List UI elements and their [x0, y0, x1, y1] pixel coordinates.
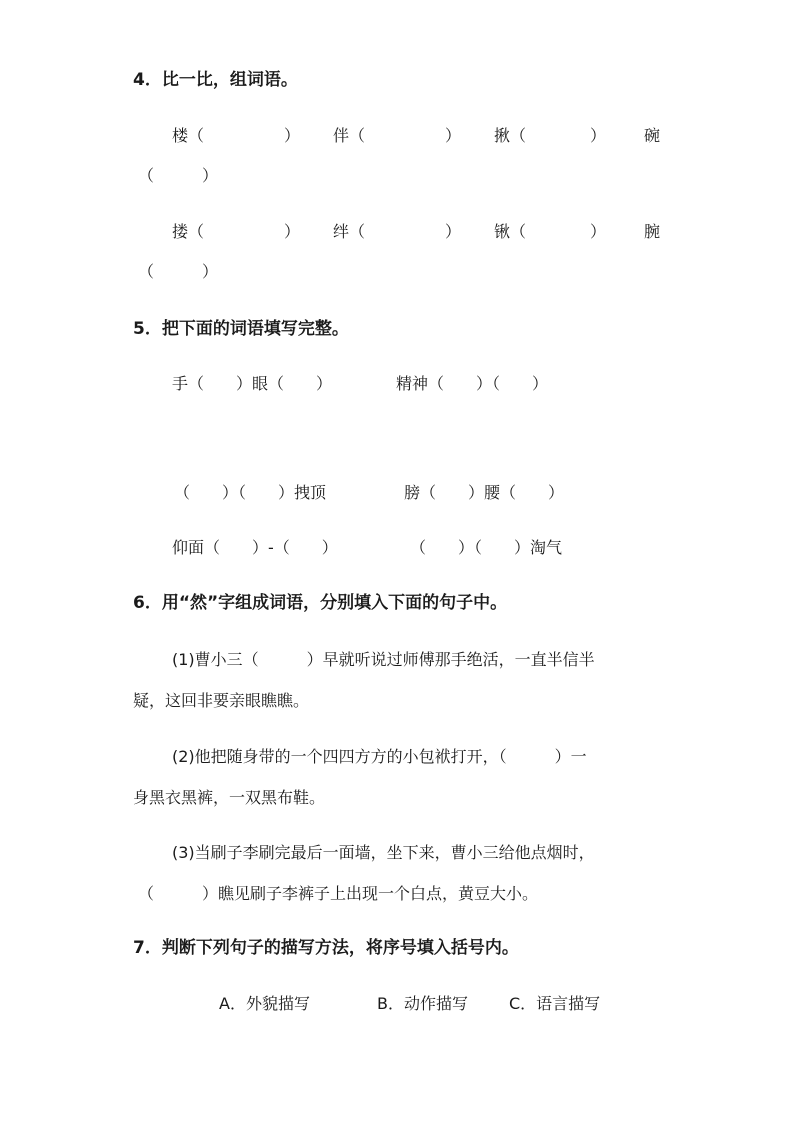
- q6-sentence3-line1: (3)当刷子李刷完最后一面墙，坐下来，曹小三给他点烟时，: [172, 843, 595, 862]
- q4-row2-item3: 锹（ ）: [494, 222, 607, 241]
- q5-line3-a: 仰面（ ）-（ ）: [172, 538, 338, 557]
- q4-row2-item1: 搂（ ）: [172, 222, 301, 241]
- q6-sentence2-line2: 身黑衣黑裤，一双黑布鞋。: [133, 788, 326, 807]
- q4-row2-item2: 绊（ ）: [333, 222, 462, 241]
- q7-option-c: C．语言描写: [509, 994, 601, 1013]
- q4-title: 4．比一比，组词语。: [133, 70, 298, 90]
- q4-row1-item4: 碗: [644, 126, 661, 145]
- q7-option-b: B．动作描写: [377, 994, 468, 1013]
- q5-line1-a: 手（ ）眼（ ）: [172, 374, 333, 393]
- q5-title: 5．把下面的词语填写完整。: [133, 319, 349, 339]
- q7-title: 7．判断下列句子的描写方法，将序号填入括号内。: [133, 938, 519, 958]
- q6-title: 6．用“然”字组成词语，分别填入下面的句子中。: [133, 593, 508, 613]
- q5-line1-b: 精神（ ）（ ）: [396, 374, 549, 393]
- q4-row1-item2: 伴（ ）: [333, 126, 462, 145]
- q4-row2-item4: 腕: [644, 222, 661, 241]
- q6-sentence1-line2: 疑，这回非要亲眼瞧瞧。: [133, 691, 310, 710]
- q5-line2-a: （ ）（ ）拽顶: [174, 483, 327, 502]
- q6-sentence3-line2: （ ）瞧见刷子李裤子上出现一个白点，黄豆大小。: [138, 884, 539, 903]
- q4-row1-item1: 楼（ ）: [172, 126, 301, 145]
- q6-sentence1-line1: (1)曹小三（ ）早就听说过师傅那手绝活，一直半信半: [172, 650, 595, 669]
- q6-sentence2-line1: (2)他把随身带的一个四四方方的小包袱打开，（ ）一: [172, 747, 587, 766]
- q5-line2-b: 膀（ ）腰（ ）: [404, 483, 565, 502]
- q4-row1-item3: 揪（ ）: [494, 126, 607, 145]
- q5-line3-b: （ ）（ ）淘气: [410, 538, 563, 557]
- q4-row2-wrap: （ ）: [138, 262, 219, 281]
- q4-row1-wrap: （ ）: [138, 166, 219, 185]
- q7-option-a: A．外貌描写: [219, 994, 310, 1013]
